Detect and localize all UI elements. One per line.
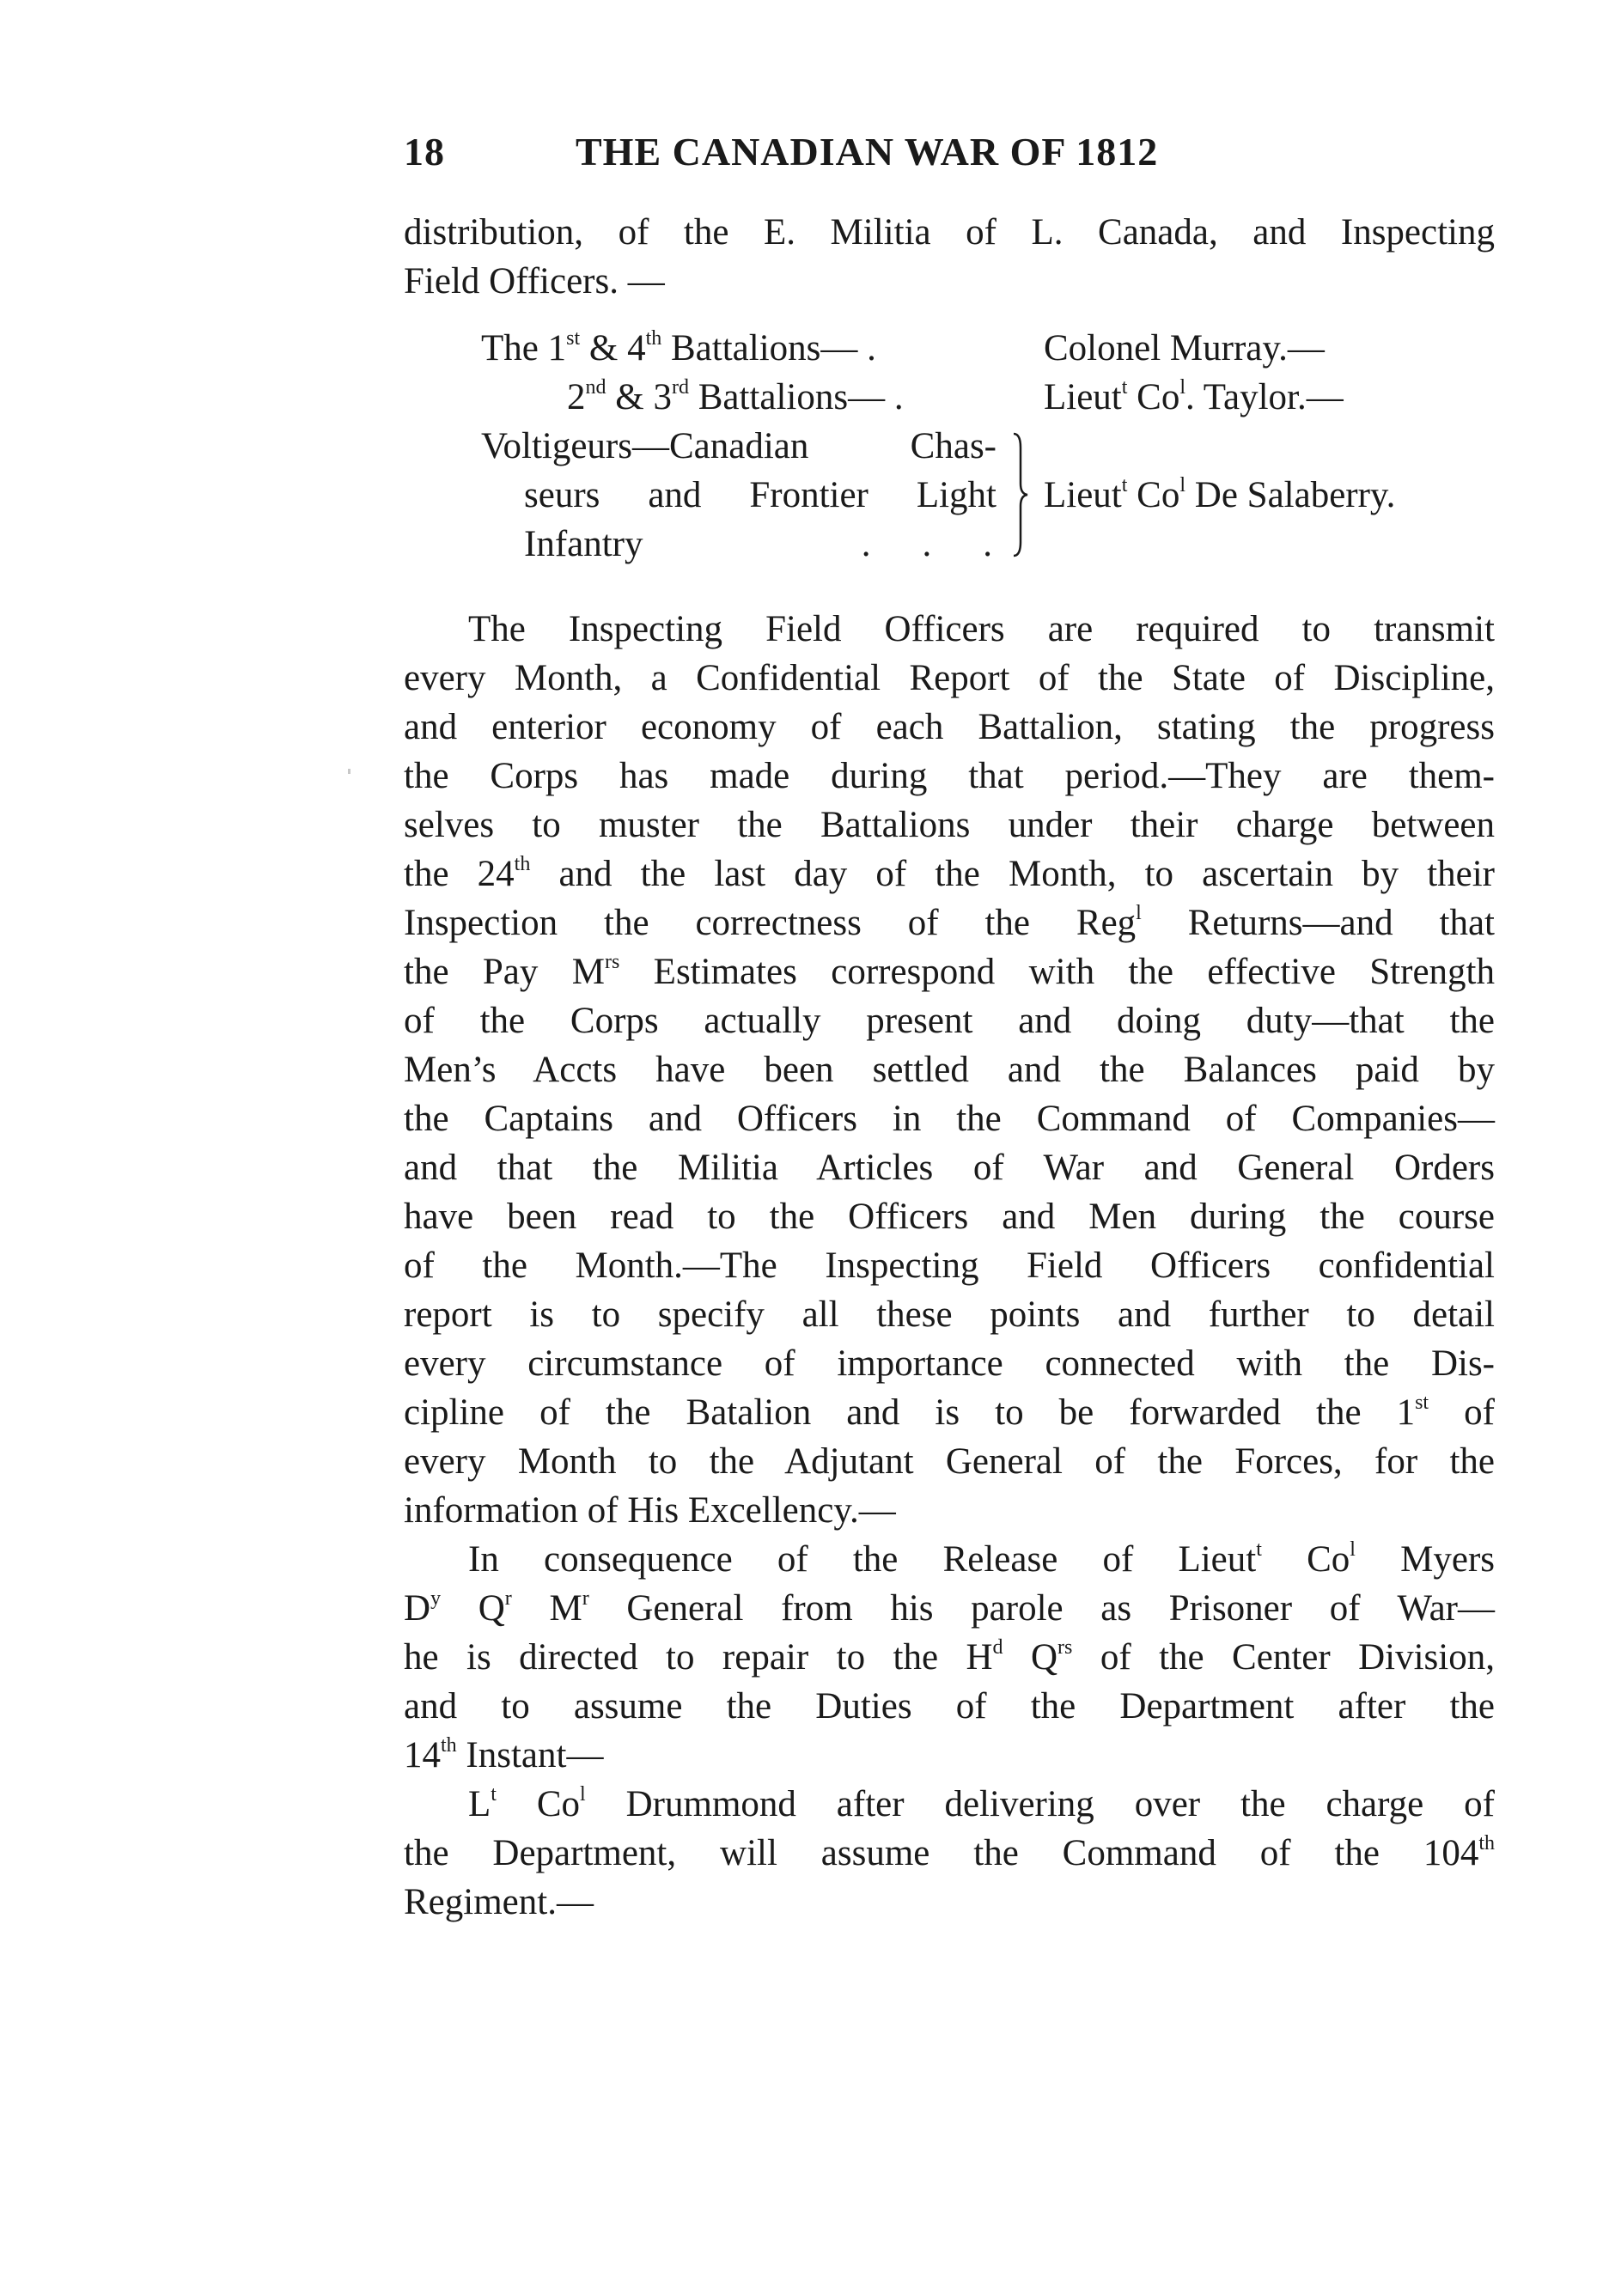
dot: .	[983, 524, 992, 564]
text-line	[404, 1535, 1495, 1584]
cell-text: Lieut	[1044, 475, 1122, 515]
text-line: selves to muster the Battalions under their charge between	[404, 805, 1495, 845]
scan-speck	[348, 769, 350, 774]
text-span: and the last day of the Month, to ascertain by their	[530, 854, 1495, 894]
text-line: distribution, of the E. Militia of L. Canada, and Inspecting	[404, 212, 1495, 253]
superscript: l	[1350, 1538, 1356, 1561]
superscript: t	[1121, 376, 1128, 399]
text-span: the Pay M	[404, 952, 605, 992]
cell-word: Voltigeurs—Canadian	[481, 426, 809, 466]
superscript: t	[491, 1783, 497, 1806]
battalion-table	[481, 327, 1503, 572]
text-line: the Corps has made during that period.—They are them-	[404, 756, 1495, 796]
intro-text	[404, 208, 1495, 306]
table-row	[481, 474, 1503, 523]
cell-text: & 3	[606, 377, 672, 417]
text-span: Q	[1003, 1637, 1058, 1678]
text-line: information of His Excellency.—	[404, 1490, 896, 1531]
running-title: THE CANADIAN WAR OF 1812	[576, 130, 1159, 174]
superscript: nd	[585, 376, 606, 399]
text-line: The Inspecting Field Officers are required to transmit	[468, 609, 1495, 649]
cell-text: 2	[567, 377, 586, 417]
superscript: th	[645, 327, 662, 350]
text-span: Co	[1261, 1539, 1350, 1580]
text-line	[404, 850, 1495, 898]
text-span: Co	[496, 1784, 581, 1824]
text-line	[404, 1633, 1495, 1682]
superscript: t	[1121, 474, 1128, 496]
text-span: of	[1429, 1392, 1495, 1433]
right-brace-icon	[1012, 430, 1029, 559]
text-span: Inspection the correctness of the Reg	[404, 903, 1137, 943]
paragraph-drummond	[404, 1780, 1495, 1927]
text-span: Returns—and that	[1141, 903, 1495, 943]
cell-text: The 1	[481, 328, 567, 368]
text-line: every circumstance of importance connected with the Dis-	[404, 1343, 1495, 1384]
text-line	[404, 1780, 1495, 1829]
paragraph-inspecting	[404, 605, 1495, 1535]
superscript: d	[992, 1636, 1003, 1659]
superscript: l	[1136, 902, 1142, 924]
text-span: of the Center Division,	[1072, 1637, 1495, 1678]
superscript: st	[1415, 1392, 1429, 1414]
cell-word: and	[648, 475, 702, 515]
text-line	[404, 898, 1495, 947]
cell-text: & 4	[580, 328, 646, 368]
superscript: th	[1478, 1832, 1495, 1854]
text-line: and that the Militia Articles of War and General Orders	[404, 1148, 1495, 1188]
text-line	[404, 1731, 1495, 1780]
superscript: th	[441, 1734, 457, 1757]
text-span: Estimates correspond with the effective Strength	[619, 952, 1495, 992]
table-row	[481, 425, 1503, 474]
text-line: the Captains and Officers in the Command of Companies—	[404, 1099, 1495, 1139]
superscript: l	[1179, 376, 1186, 399]
superscript: th	[514, 853, 531, 875]
text-line	[404, 947, 1495, 996]
text-span: 14	[404, 1735, 441, 1775]
superscript: rd	[671, 376, 689, 399]
text-line	[404, 1829, 1495, 1878]
text-span: the 24	[404, 854, 515, 894]
page-number: 18	[404, 130, 445, 174]
text-line: Field Officers. —	[404, 261, 665, 301]
text-line: have been read to the Officers and Men during the course	[404, 1197, 1495, 1237]
text-line: of the Corps actually present and doing duty—that the	[404, 1001, 1495, 1041]
cell-text: Battalions— .	[661, 328, 876, 368]
commander-cell	[1044, 474, 1395, 516]
cell-text: . Taylor.—	[1185, 377, 1344, 417]
cell-word: Chas-	[910, 426, 996, 466]
text-span: In consequence of the Release of Lieut	[468, 1539, 1257, 1580]
commander-cell: Colonel Murray.—	[1044, 328, 1325, 368]
text-line: and to assume the Duties of the Department after the	[404, 1686, 1495, 1727]
text-span: L	[468, 1784, 491, 1824]
superscript: r	[504, 1587, 512, 1610]
text-line: every Month to the Adjutant General of the Forces, for the	[404, 1441, 1495, 1482]
text-span: Q	[441, 1588, 505, 1629]
text-line: report is to specify all these points and further to detail	[404, 1294, 1495, 1335]
table-row	[481, 327, 1503, 376]
paragraph-myers	[404, 1535, 1495, 1780]
text-span: Instant—	[456, 1735, 604, 1775]
cell-word: Frontier	[749, 475, 868, 515]
cell-text: Battalions— .	[688, 377, 904, 417]
table-row	[481, 523, 1503, 572]
superscript: rs	[1057, 1636, 1073, 1659]
text-line	[404, 1584, 1495, 1633]
cell-word: seurs	[524, 475, 600, 515]
superscript: rs	[604, 951, 620, 973]
superscript: t	[1256, 1538, 1262, 1561]
text-span: the Department, will assume the Command of the 104	[404, 1833, 1479, 1873]
cell-text: Co	[1127, 475, 1180, 515]
leader-dots	[862, 523, 992, 565]
text-span: Myers	[1355, 1539, 1495, 1580]
superscript: y	[430, 1587, 442, 1610]
text-line: of the Month.—The Inspecting Field Officers confidential	[404, 1245, 1495, 1286]
cell-text: Co	[1127, 377, 1180, 417]
text-span: General from his parole as Prisoner of War—	[588, 1588, 1495, 1629]
cell-word: Infantry	[524, 524, 643, 564]
text-line	[404, 1388, 1495, 1437]
running-header	[404, 129, 1503, 174]
text-span: cipline of the Batalion and is to be forwarded the 1	[404, 1392, 1416, 1433]
cell-text: Lieut	[1044, 377, 1122, 417]
superscript: l	[580, 1783, 586, 1806]
text-line: every Month, a Confidential Report of the State of Discipline,	[404, 658, 1495, 698]
table-row	[481, 376, 1503, 425]
dot: .	[861, 524, 871, 564]
text-line: and enterior economy of each Battalion, stating the progress	[404, 707, 1495, 747]
commander-cell	[1044, 376, 1344, 418]
text-line: Men’s Accts have been settled and the Balances paid by	[404, 1050, 1495, 1090]
cell-text: De Salaberry.	[1185, 475, 1396, 515]
superscript: r	[582, 1587, 589, 1610]
cell-word: Light	[916, 475, 996, 515]
text-line: Regiment.—	[404, 1882, 594, 1922]
superscript: l	[1179, 474, 1186, 496]
text-span: Drummond after delivering over the charge of	[585, 1784, 1495, 1824]
text-span: D	[404, 1588, 431, 1629]
text-span: M	[511, 1588, 582, 1629]
text-span: he is directed to repair to the H	[404, 1637, 993, 1678]
dot: .	[922, 524, 932, 564]
superscript: st	[566, 327, 581, 350]
